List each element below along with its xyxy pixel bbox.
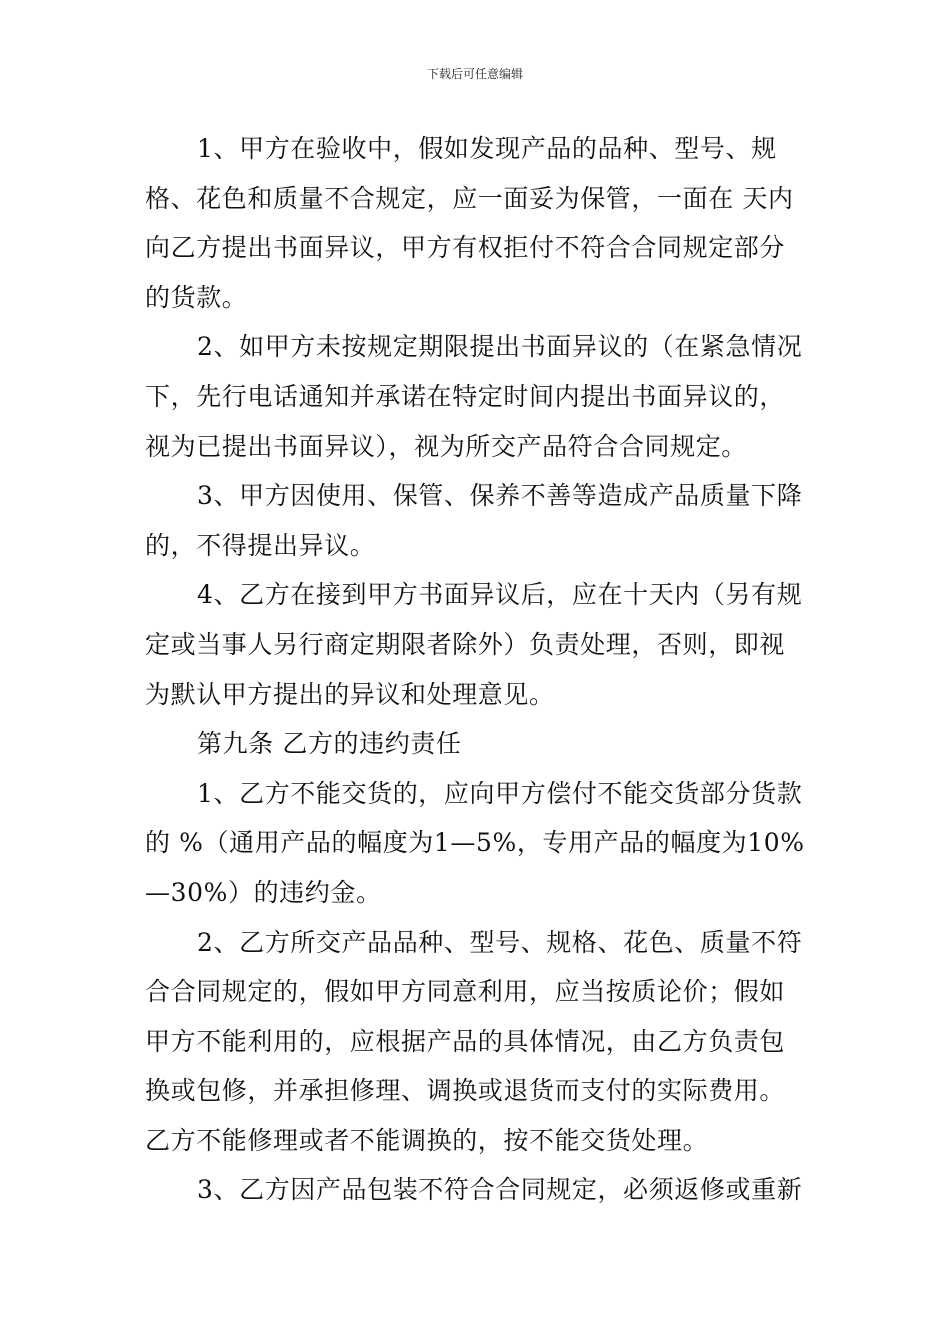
paragraph-nondelivery-penalty: 1、乙方不能交货的，应向甲方偿付不能交货部分货款的 %（通用产品的幅度为1—5%，专用产品的幅度为10%—30%）的违约金。 [145,778,805,907]
paragraph-acceptance-objection: 1、甲方在验收中，假如发现产品的品种、型号、规格、花色和质量不合规定，应一面妥为保管，一面在 天内向乙方提出书面异议，甲方有权拒付不符合合同规定部分的货款。 [145,134,794,312]
paragraph-seller-handling: 4、乙方在接到甲方书面异议后，应在十天内（另有规定或当事人另行商定期限者除外）负责处理，否则，即视为默认甲方提出的异议和处理意见。 [145,580,803,709]
document-body [145,124,810,1215]
paragraph-packaging: 3、乙方因产品包装不符合合同规定，必须返修或重新 [197,1175,803,1205]
article-heading: 第九条 乙方的违约责任 [197,729,462,759]
paragraph-nonconforming-goods: 2、乙方所交产品品种、型号、规格、花色、质量不符合合同规定的，假如甲方同意利用，应当按质论价；假如甲方不能利用的，应根据产品的具体情况，由乙方负责包换或包修，并承担修理、调换或退货而支付的实际费用。乙方不能修理或者不能调换的，按不能交货处理。 [145,927,803,1155]
paragraph-objection-deadline: 2、如甲方未按规定期限提出书面异议的（在紧急情况下，先行电话通知并承诺在特定时间内提出书面异议的，视为已提出书面异议），视为所交产品符合合同规定。 [145,332,803,461]
paragraph-improper-use: 3、甲方因使用、保管、保养不善等造成产品质量下降的，不得提出异议。 [145,481,803,560]
page-header: 下载后可任意编辑 [426,67,523,81]
